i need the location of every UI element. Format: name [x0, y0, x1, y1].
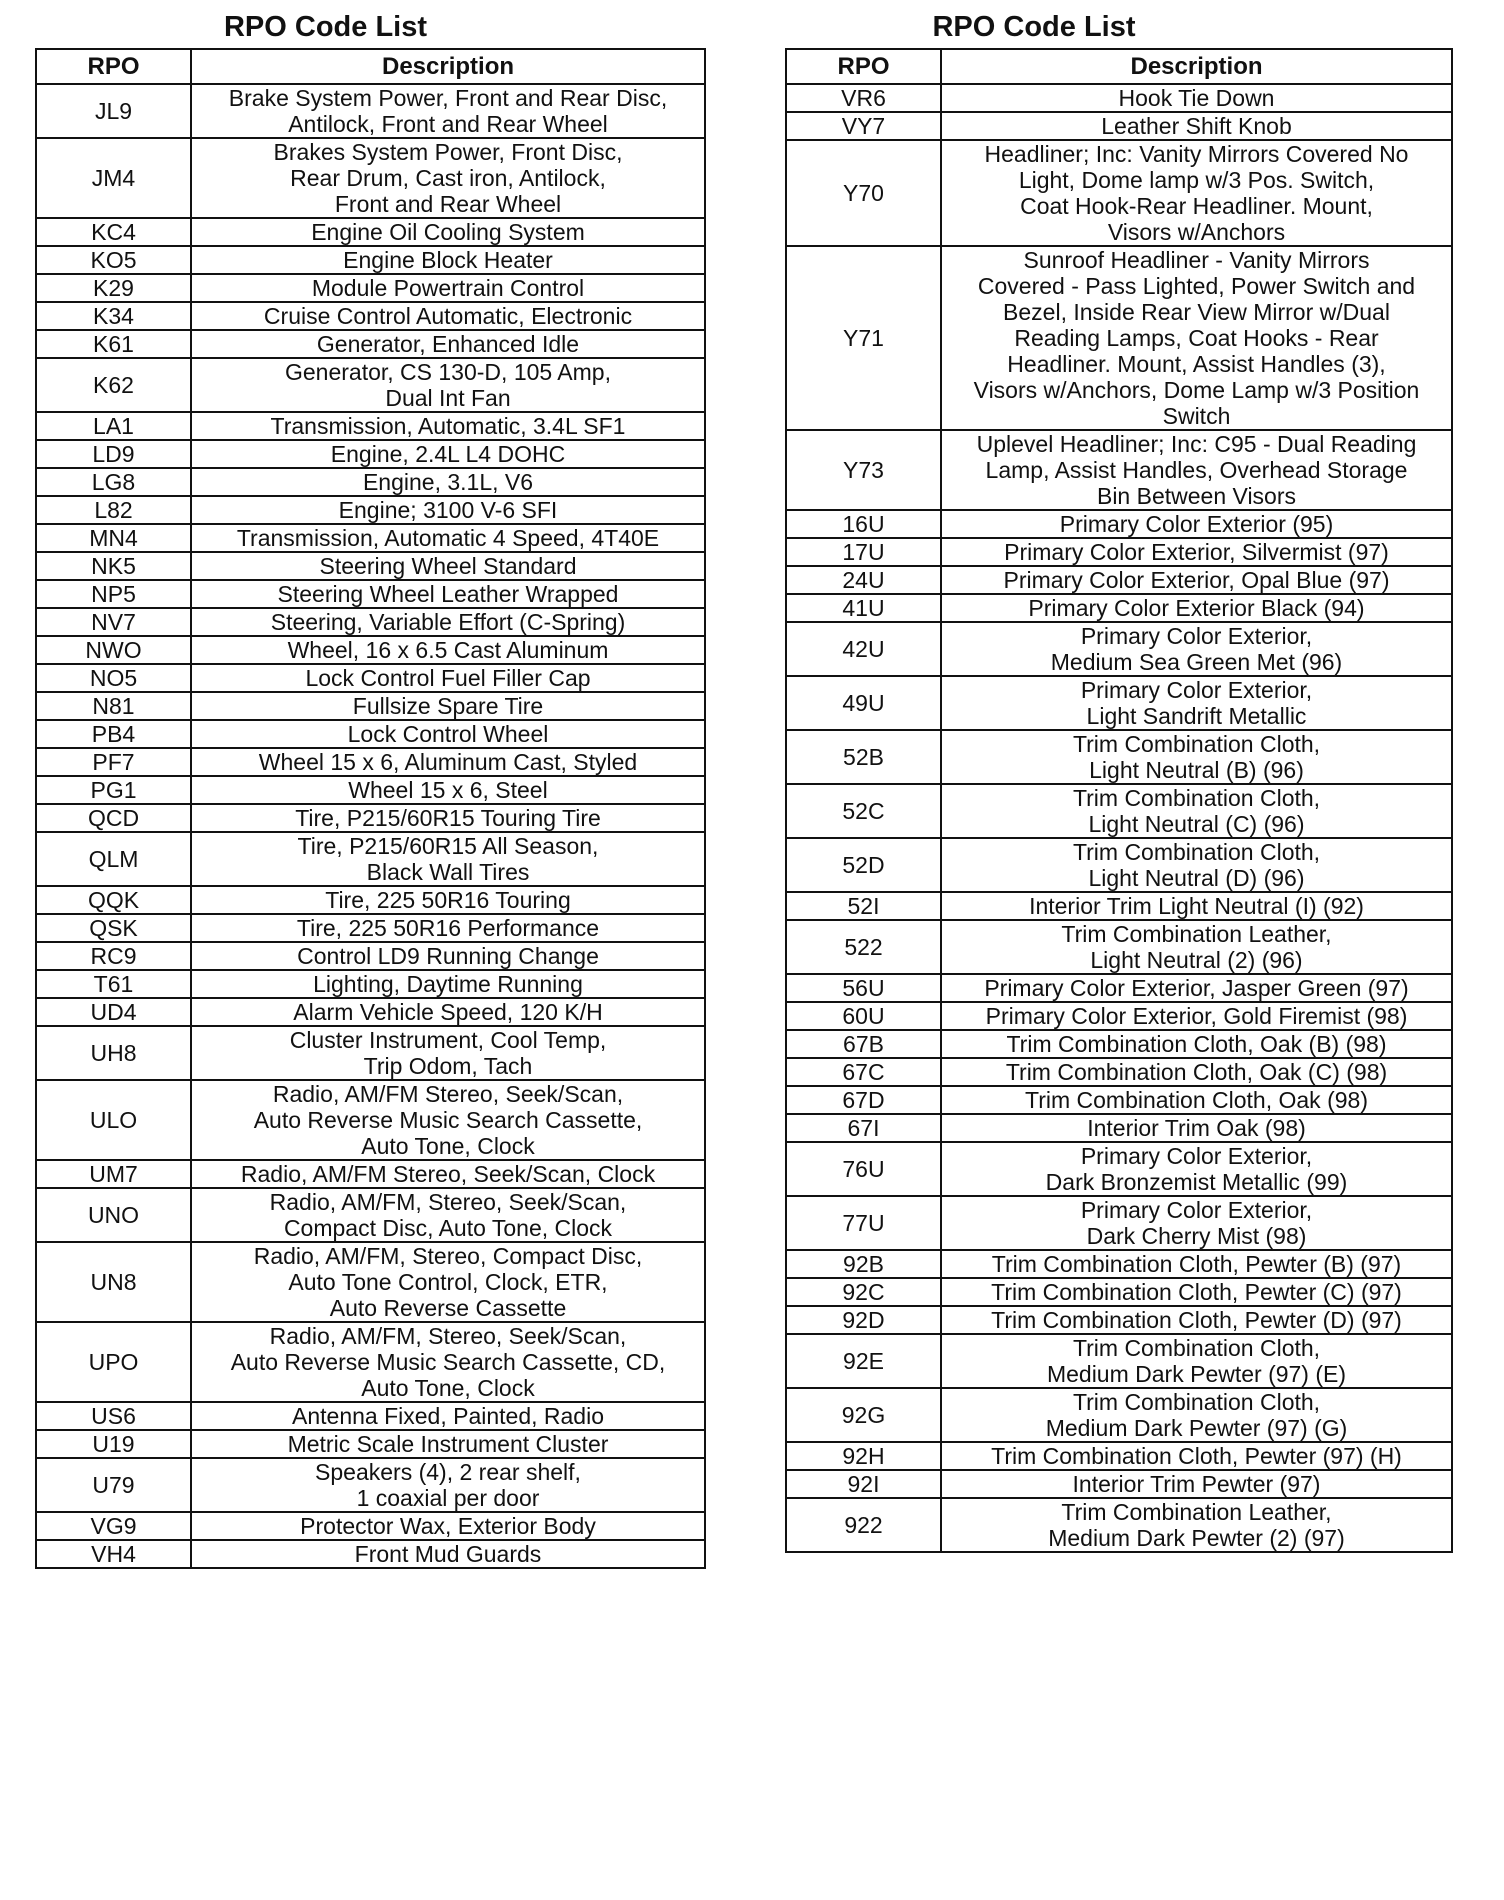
rpo-code-cell: RC9 [36, 942, 191, 970]
rpo-code-cell: 16U [786, 510, 941, 538]
table-row [786, 1334, 1452, 1388]
description-cell: Engine Block Heater [191, 246, 705, 274]
column-header-description: Description [191, 49, 705, 84]
table-row [36, 274, 705, 302]
description-cell: Primary Color Exterior, Opal Blue (97) [941, 566, 1452, 594]
rpo-code-cell: 922 [786, 1498, 941, 1552]
rpo-code-cell: 56U [786, 974, 941, 1002]
rpo-code-cell: QQK [36, 886, 191, 914]
table-row [36, 468, 705, 496]
description-cell: Primary Color Exterior, Gold Firemist (98) [941, 1002, 1452, 1030]
rpo-code-cell: 52I [786, 892, 941, 920]
description-cell: Trim Combination Cloth, Pewter (B) (97) [941, 1250, 1452, 1278]
table-row [36, 1160, 705, 1188]
description-cell: Leather Shift Knob [941, 112, 1452, 140]
description-cell: Lock Control Wheel [191, 720, 705, 748]
description-cell: Trim Combination Cloth, Pewter (97) (H) [941, 1442, 1452, 1470]
table-row [36, 84, 705, 138]
table-row [36, 608, 705, 636]
rpo-code-cell: L82 [36, 496, 191, 524]
rpo-code-cell: US6 [36, 1402, 191, 1430]
table-row [36, 1458, 705, 1512]
description-cell: Tire, P215/60R15 Touring Tire [191, 804, 705, 832]
description-cell: Radio, AM/FM, Stereo, Compact Disc, Auto Tone Control, Clock, ETR, Auto Reverse Cassette [191, 1242, 705, 1322]
description-cell: Fullsize Spare Tire [191, 692, 705, 720]
table-row [36, 720, 705, 748]
table-row [786, 112, 1452, 140]
description-cell: Trim Combination Cloth, Oak (C) (98) [941, 1058, 1452, 1086]
panel-title: RPO Code List [223, 11, 427, 43]
table-row [786, 1442, 1452, 1470]
table-row [36, 1402, 705, 1430]
description-cell: Lighting, Daytime Running [191, 970, 705, 998]
rpo-code-cell: 17U [786, 538, 941, 566]
description-cell: Front Mud Guards [191, 1540, 705, 1568]
rpo-code-cell: QLM [36, 832, 191, 886]
table-row [786, 1250, 1452, 1278]
table-row [786, 1306, 1452, 1334]
rpo-code-cell: KC4 [36, 218, 191, 246]
table-row [36, 330, 705, 358]
table-row [36, 246, 705, 274]
rpo-panel-right [785, 8, 1453, 1553]
rpo-code-cell: 92C [786, 1278, 941, 1306]
table-row [36, 1080, 705, 1160]
table-row [786, 1002, 1452, 1030]
rpo-code-cell: VY7 [786, 112, 941, 140]
table-header-row [36, 49, 705, 84]
rpo-code-cell: VR6 [786, 84, 941, 112]
table-row [36, 970, 705, 998]
description-cell: Tire, 225 50R16 Performance [191, 914, 705, 942]
rpo-table-right [785, 48, 1453, 1553]
description-cell: Speakers (4), 2 rear shelf, 1 coaxial per door [191, 1458, 705, 1512]
description-cell: Radio, AM/FM, Stereo, Seek/Scan, Compact Disc, Auto Tone, Clock [191, 1188, 705, 1242]
table-row [786, 838, 1452, 892]
table-row [36, 440, 705, 468]
description-cell: Brakes System Power, Front Disc, Rear Drum, Cast iron, Antilock, Front and Rear Wheel [191, 138, 705, 218]
rpo-code-cell: 67D [786, 1086, 941, 1114]
description-cell: Headliner; Inc: Vanity Mirrors Covered No Light, Dome lamp w/3 Pos. Switch, Coat Hook-Rear Headliner. Mount, Visors w/Anchors [941, 140, 1452, 246]
rpo-code-cell: 92B [786, 1250, 941, 1278]
description-cell: Cruise Control Automatic, Electronic [191, 302, 705, 330]
rpo-code-cell: K61 [36, 330, 191, 358]
rpo-code-cell: LG8 [36, 468, 191, 496]
rpo-code-cell: 76U [786, 1142, 941, 1196]
table-row [786, 974, 1452, 1002]
table-row [786, 594, 1452, 622]
table-row [36, 776, 705, 804]
description-cell: Trim Combination Cloth, Oak (B) (98) [941, 1030, 1452, 1058]
description-cell: Cluster Instrument, Cool Temp, Trip Odom, Tach [191, 1026, 705, 1080]
table-row [36, 914, 705, 942]
description-cell: Radio, AM/FM, Stereo, Seek/Scan, Auto Reverse Music Search Cassette, CD, Auto Tone, Clock [191, 1322, 705, 1402]
rpo-code-cell: Y70 [786, 140, 941, 246]
table-row [786, 84, 1452, 112]
rpo-code-cell: VG9 [36, 1512, 191, 1540]
description-cell: Trim Combination Cloth, Medium Dark Pewter (97) (G) [941, 1388, 1452, 1442]
rpo-code-cell: KO5 [36, 246, 191, 274]
rpo-code-cell: 92I [786, 1470, 941, 1498]
rpo-code-cell: 92E [786, 1334, 941, 1388]
table-row [36, 636, 705, 664]
table-row [36, 580, 705, 608]
rpo-code-cell: LA1 [36, 412, 191, 440]
rpo-code-cell: 52D [786, 838, 941, 892]
description-cell: Primary Color Exterior, Silvermist (97) [941, 538, 1452, 566]
rpo-code-cell: UPO [36, 1322, 191, 1402]
table-row [36, 804, 705, 832]
rpo-code-cell: 49U [786, 676, 941, 730]
rpo-code-cell: 522 [786, 920, 941, 974]
rpo-code-cell: 52B [786, 730, 941, 784]
description-cell: Tire, 225 50R16 Touring [191, 886, 705, 914]
rpo-code-cell: K62 [36, 358, 191, 412]
description-cell: Steering, Variable Effort (C-Spring) [191, 608, 705, 636]
rpo-code-cell: 24U [786, 566, 941, 594]
rpo-code-cell: UD4 [36, 998, 191, 1026]
description-cell: Metric Scale Instrument Cluster [191, 1430, 705, 1458]
description-cell: Lock Control Fuel Filler Cap [191, 664, 705, 692]
rpo-code-cell: VH4 [36, 1540, 191, 1568]
rpo-code-cell: 60U [786, 1002, 941, 1030]
description-cell: Radio, AM/FM Stereo, Seek/Scan, Auto Reverse Music Search Cassette, Auto Tone, Clock [191, 1080, 705, 1160]
rpo-code-cell: T61 [36, 970, 191, 998]
table-row [786, 430, 1452, 510]
table-row [786, 566, 1452, 594]
table-row [786, 140, 1452, 246]
rpo-code-cell: PG1 [36, 776, 191, 804]
rpo-code-cell: UH8 [36, 1026, 191, 1080]
description-cell: Antenna Fixed, Painted, Radio [191, 1402, 705, 1430]
table-row [36, 412, 705, 440]
table-row [36, 664, 705, 692]
description-cell: Engine, 3.1L, V6 [191, 468, 705, 496]
description-cell: Transmission, Automatic, 3.4L SF1 [191, 412, 705, 440]
rpo-code-cell: PB4 [36, 720, 191, 748]
table-row [36, 998, 705, 1026]
description-cell: Engine; 3100 V-6 SFI [191, 496, 705, 524]
table-row [786, 1196, 1452, 1250]
panel-title: RPO Code List [932, 11, 1136, 43]
table-row [786, 1142, 1452, 1196]
table-row [786, 1278, 1452, 1306]
rpo-code-cell: K29 [36, 274, 191, 302]
table-row [786, 1470, 1452, 1498]
column-header-rpo: RPO [36, 49, 191, 84]
description-cell: Control LD9 Running Change [191, 942, 705, 970]
table-row [786, 920, 1452, 974]
rpo-code-cell: NK5 [36, 552, 191, 580]
rpo-code-cell: 92H [786, 1442, 941, 1470]
description-cell: Uplevel Headliner; Inc: C95 - Dual Reading Lamp, Assist Handles, Overhead Storage Bin Between Visors [941, 430, 1452, 510]
description-cell: Steering Wheel Leather Wrapped [191, 580, 705, 608]
rpo-code-cell: Y73 [786, 430, 941, 510]
table-row [36, 1540, 705, 1568]
description-cell: Wheel, 16 x 6.5 Cast Aluminum [191, 636, 705, 664]
table-row [36, 1322, 705, 1402]
description-cell: Engine Oil Cooling System [191, 218, 705, 246]
rpo-code-cell: 92G [786, 1388, 941, 1442]
rpo-code-cell: LD9 [36, 440, 191, 468]
table-row [786, 510, 1452, 538]
table-row [36, 552, 705, 580]
rpo-code-cell: 52C [786, 784, 941, 838]
rpo-code-cell: K34 [36, 302, 191, 330]
description-cell: Interior Trim Oak (98) [941, 1114, 1452, 1142]
table-row [786, 1058, 1452, 1086]
table-row [786, 676, 1452, 730]
table-row [36, 886, 705, 914]
rpo-code-cell: U19 [36, 1430, 191, 1458]
table-row [36, 524, 705, 552]
rpo-code-cell: 67B [786, 1030, 941, 1058]
description-cell: Radio, AM/FM Stereo, Seek/Scan, Clock [191, 1160, 705, 1188]
rpo-code-cell: QSK [36, 914, 191, 942]
rpo-code-cell: N81 [36, 692, 191, 720]
table-row [36, 138, 705, 218]
description-cell: Steering Wheel Standard [191, 552, 705, 580]
rpo-code-cell: 41U [786, 594, 941, 622]
table-row [36, 1512, 705, 1540]
description-cell: Trim Combination Cloth, Light Neutral (B) (96) [941, 730, 1452, 784]
table-row [36, 1188, 705, 1242]
rpo-code-cell: NV7 [36, 608, 191, 636]
description-cell: Interior Trim Pewter (97) [941, 1470, 1452, 1498]
description-cell: Trim Combination Cloth, Oak (98) [941, 1086, 1452, 1114]
table-row [36, 1026, 705, 1080]
rpo-code-cell: PF7 [36, 748, 191, 776]
table-row [36, 1430, 705, 1458]
description-cell: Trim Combination Cloth, Pewter (D) (97) [941, 1306, 1452, 1334]
description-cell: Trim Combination Cloth, Medium Dark Pewter (97) (E) [941, 1334, 1452, 1388]
table-row [786, 892, 1452, 920]
table-row [36, 1242, 705, 1322]
rpo-table-left [35, 48, 706, 1569]
table-row [36, 942, 705, 970]
rpo-code-cell: 92D [786, 1306, 941, 1334]
rpo-code-cell: 67C [786, 1058, 941, 1086]
table-row [36, 358, 705, 412]
table-row [786, 1086, 1452, 1114]
rpo-code-cell: 77U [786, 1196, 941, 1250]
description-cell: Primary Color Exterior, Jasper Green (97) [941, 974, 1452, 1002]
rpo-code-cell: U79 [36, 1458, 191, 1512]
description-cell: Trim Combination Cloth, Light Neutral (C) (96) [941, 784, 1452, 838]
description-cell: Primary Color Exterior Black (94) [941, 594, 1452, 622]
description-cell: Alarm Vehicle Speed, 120 K/H [191, 998, 705, 1026]
rpo-code-cell: JM4 [36, 138, 191, 218]
rpo-code-cell: UN8 [36, 1242, 191, 1322]
description-cell: Wheel 15 x 6, Aluminum Cast, Styled [191, 748, 705, 776]
column-header-rpo: RPO [786, 49, 941, 84]
table-header-row [786, 49, 1452, 84]
description-cell: Protector Wax, Exterior Body [191, 1512, 705, 1540]
table-row [786, 622, 1452, 676]
description-cell: Brake System Power, Front and Rear Disc, Antilock, Front and Rear Wheel [191, 84, 705, 138]
rpo-code-cell: NP5 [36, 580, 191, 608]
description-cell: Generator, Enhanced Idle [191, 330, 705, 358]
table-row [786, 784, 1452, 838]
rpo-code-cell: QCD [36, 804, 191, 832]
rpo-code-cell: UM7 [36, 1160, 191, 1188]
rpo-code-cell: Y71 [786, 246, 941, 430]
rpo-code-cell: JL9 [36, 84, 191, 138]
rpo-code-cell: UNO [36, 1188, 191, 1242]
rpo-code-cell: MN4 [36, 524, 191, 552]
table-row [786, 1388, 1452, 1442]
description-cell: Generator, CS 130-D, 105 Amp, Dual Int Fan [191, 358, 705, 412]
description-cell: Tire, P215/60R15 All Season, Black Wall Tires [191, 832, 705, 886]
table-body [786, 84, 1452, 1552]
table-row [786, 538, 1452, 566]
table-body [36, 84, 705, 1568]
table-row [36, 832, 705, 886]
description-cell: Trim Combination Leather, Medium Dark Pewter (2) (97) [941, 1498, 1452, 1552]
description-cell: Interior Trim Light Neutral (I) (92) [941, 892, 1452, 920]
description-cell: Primary Color Exterior (95) [941, 510, 1452, 538]
description-cell: Trim Combination Cloth, Pewter (C) (97) [941, 1278, 1452, 1306]
rpo-panel-left [35, 8, 706, 1569]
rpo-code-cell: NO5 [36, 664, 191, 692]
description-cell: Primary Color Exterior, Dark Bronzemist Metallic (99) [941, 1142, 1452, 1196]
table-row [786, 1498, 1452, 1552]
table-row [36, 748, 705, 776]
table-row [36, 218, 705, 246]
rpo-code-cell: ULO [36, 1080, 191, 1160]
table-row [786, 246, 1452, 430]
rpo-code-cell: NWO [36, 636, 191, 664]
description-cell: Primary Color Exterior, Light Sandrift Metallic [941, 676, 1452, 730]
table-row [786, 1114, 1452, 1142]
column-header-description: Description [941, 49, 1452, 84]
description-cell: Sunroof Headliner - Vanity Mirrors Covered - Pass Lighted, Power Switch and Bezel, Inside Rear View Mirror w/Dual Reading Lamps, Coat Hooks - Rear Headliner. Mount, Assist Handles (3), Visors w/Anchors, Dome Lamp w/3 Position Switch [941, 246, 1452, 430]
description-cell: Trim Combination Cloth, Light Neutral (D) (96) [941, 838, 1452, 892]
description-cell: Hook Tie Down [941, 84, 1452, 112]
description-cell: Primary Color Exterior, Medium Sea Green Met (96) [941, 622, 1452, 676]
description-cell: Trim Combination Leather, Light Neutral (2) (96) [941, 920, 1452, 974]
table-row [36, 302, 705, 330]
table-row [36, 496, 705, 524]
description-cell: Transmission, Automatic 4 Speed, 4T40E [191, 524, 705, 552]
description-cell: Primary Color Exterior, Dark Cherry Mist (98) [941, 1196, 1452, 1250]
table-row [786, 730, 1452, 784]
table-row [786, 1030, 1452, 1058]
description-cell: Engine, 2.4L L4 DOHC [191, 440, 705, 468]
rpo-code-cell: 42U [786, 622, 941, 676]
table-row [36, 692, 705, 720]
description-cell: Module Powertrain Control [191, 274, 705, 302]
description-cell: Wheel 15 x 6, Steel [191, 776, 705, 804]
rpo-code-cell: 67I [786, 1114, 941, 1142]
